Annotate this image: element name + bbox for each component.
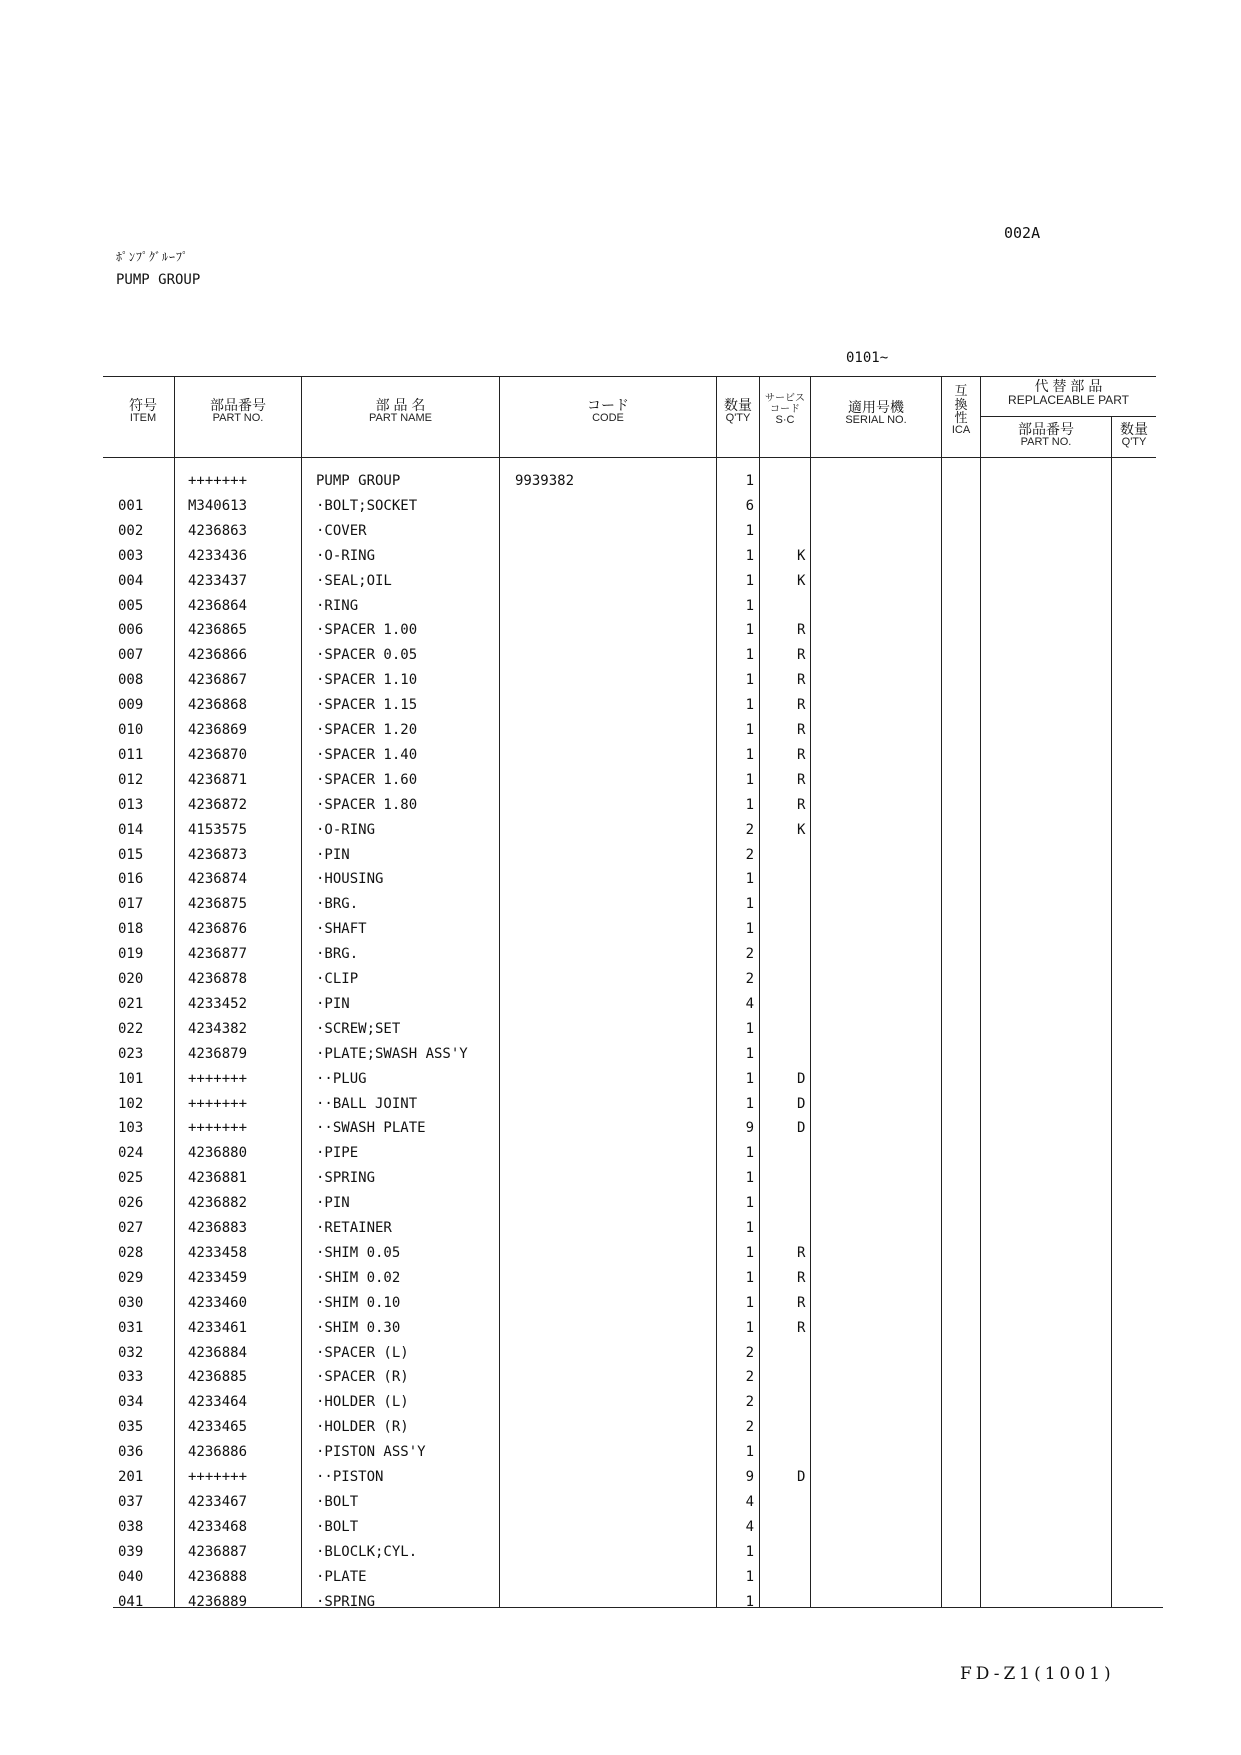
header-item: [112, 398, 174, 424]
table-row: [0, 1170, 1241, 1195]
item-number: 003: [118, 547, 144, 564]
quantity: 2: [745, 1419, 754, 1436]
quantity: 2: [745, 846, 754, 863]
table-row: [0, 772, 1241, 797]
quantity: 6: [745, 497, 754, 514]
table-row: [0, 1145, 1241, 1170]
item-number: 015: [118, 846, 144, 863]
table-row: [0, 598, 1241, 623]
header-repl-jp: 代 替 部 品: [1034, 378, 1103, 394]
table-row: [0, 1046, 1241, 1071]
item-number: 030: [118, 1294, 144, 1311]
item-number: 101: [118, 1070, 144, 1087]
header-item-en: ITEM: [129, 411, 157, 424]
quantity: 1: [745, 597, 754, 614]
service-code: R: [797, 622, 806, 639]
part-name: ·BOLT: [316, 1493, 359, 1510]
item-number: 026: [118, 1195, 144, 1212]
part-number: 4233452: [188, 995, 248, 1012]
service-code: R: [797, 1269, 806, 1286]
quantity: 2: [745, 1369, 754, 1386]
part-number: 4236875: [188, 896, 248, 913]
item-number: 002: [118, 522, 144, 539]
header-item-jp: 符号: [129, 397, 157, 413]
part-number: 4236869: [188, 722, 248, 738]
quantity: 1: [745, 1220, 754, 1236]
table-row: [0, 1569, 1241, 1594]
header-serial-en: SERIAL NO.: [845, 413, 907, 426]
quantity: 1: [745, 697, 754, 714]
part-number: +++++++: [188, 1469, 248, 1485]
item-number: 014: [118, 821, 144, 838]
header-sc-jp2: コード: [770, 403, 800, 415]
part-name: ··BALL JOINT: [316, 1095, 418, 1112]
item-number: 038: [118, 1518, 144, 1535]
quantity: 1: [745, 1269, 754, 1286]
part-name: ·O-RING: [316, 821, 376, 838]
item-number: 033: [118, 1369, 144, 1386]
part-number: 4236888: [188, 1568, 248, 1585]
table-row: [0, 1345, 1241, 1370]
service-code: R: [797, 746, 806, 763]
part-number: 4236881: [188, 1170, 248, 1187]
service-code: R: [797, 697, 806, 714]
part-name: ·PLATE: [316, 1568, 367, 1585]
service-code: R: [797, 771, 806, 788]
quantity: 1: [745, 1244, 754, 1261]
quantity: 1: [745, 722, 754, 738]
quantity: 2: [745, 946, 754, 963]
table-row: [0, 672, 1241, 697]
table-row: [0, 622, 1241, 647]
service-code: K: [797, 572, 806, 589]
item-number: 005: [118, 597, 144, 614]
table-row: [0, 1544, 1241, 1569]
table-row: [0, 1245, 1241, 1270]
header-code-en: CODE: [592, 411, 624, 424]
table-row: [0, 1444, 1241, 1469]
part-number: 4236876: [188, 921, 248, 938]
item-number: 025: [118, 1170, 144, 1187]
header-sc-en: S·C: [775, 414, 795, 426]
part-number: 4233436: [188, 547, 248, 564]
part-name: ·BRG.: [316, 946, 359, 963]
quantity: 1: [745, 871, 754, 888]
quantity: 2: [745, 1344, 754, 1361]
header-code-jp: コード: [587, 397, 629, 413]
item-number: 019: [118, 946, 144, 963]
table-row: [0, 946, 1241, 971]
service-code: K: [797, 547, 806, 564]
header-replaceable-part: [981, 379, 1156, 406]
item-number: 040: [118, 1568, 144, 1585]
part-name: ·SHIM 0.02: [316, 1269, 401, 1286]
quantity: 9: [745, 1469, 754, 1485]
item-number: 016: [118, 871, 144, 888]
part-number: 4236872: [188, 796, 248, 813]
part-name: ·SHIM 0.10: [316, 1294, 401, 1311]
part-name: ·SPACER 1.15: [316, 697, 418, 714]
service-code: R: [797, 796, 806, 813]
quantity: 1: [745, 647, 754, 664]
quantity: 1: [745, 672, 754, 689]
header-qty-jp: 数量: [724, 397, 752, 413]
service-code: R: [797, 722, 806, 738]
item-number: 041: [118, 1593, 144, 1610]
table-row: [0, 1220, 1241, 1245]
header-part-jp: 部品番号: [210, 397, 266, 413]
table-row: [0, 1320, 1241, 1345]
service-code: R: [797, 1294, 806, 1311]
item-number: 032: [118, 1344, 144, 1361]
item-number: 039: [118, 1543, 144, 1560]
table-row: [0, 996, 1241, 1021]
service-code: D: [797, 1070, 806, 1087]
part-name: ·PLATE;SWASH ASS'Y: [316, 1045, 468, 1062]
part-name: ·SPACER 1.60: [316, 771, 418, 788]
item-number: 102: [118, 1095, 144, 1112]
item-number: 027: [118, 1220, 144, 1236]
part-name: ·BOLT;SOCKET: [316, 497, 418, 514]
header-qty: [717, 398, 759, 424]
service-code: R: [797, 1244, 806, 1261]
quantity: 1: [745, 1045, 754, 1062]
table-row: [0, 797, 1241, 822]
item-number: 020: [118, 971, 144, 987]
part-name: ·SHIM 0.30: [316, 1319, 401, 1336]
table-row: [0, 1469, 1241, 1494]
part-name: ·SPRING: [316, 1170, 376, 1187]
table-row: [0, 1295, 1241, 1320]
table-row: [0, 1021, 1241, 1046]
table-row: [0, 498, 1241, 523]
part-number: 4233468: [188, 1518, 248, 1535]
service-code: D: [797, 1469, 806, 1485]
part-name: ·PIN: [316, 995, 350, 1012]
part-number: 4153575: [188, 821, 248, 838]
header-name-en: PART NAME: [369, 411, 432, 424]
quantity: 1: [745, 1294, 754, 1311]
quantity: 1: [745, 1095, 754, 1112]
part-number: 4233459: [188, 1269, 248, 1286]
item-number: 007: [118, 647, 144, 664]
replaceable-sub-rule: [980, 416, 1156, 417]
item-number: 017: [118, 896, 144, 913]
table-row: [0, 548, 1241, 573]
quantity: 1: [745, 522, 754, 539]
quantity: 1: [745, 921, 754, 938]
part-name: ·BLOCLK;CYL.: [316, 1543, 418, 1560]
quantity: 2: [745, 1394, 754, 1411]
table-row: [0, 1394, 1241, 1419]
part-number: 4236879: [188, 1045, 248, 1062]
part-number: 4236887: [188, 1543, 248, 1560]
part-number: 4236883: [188, 1220, 248, 1236]
table-row: [0, 1494, 1241, 1519]
page-footer: FD-Z1(1001): [960, 1664, 1115, 1684]
item-number: 034: [118, 1394, 144, 1411]
table-row: [0, 1071, 1241, 1096]
part-number: +++++++: [188, 1070, 248, 1087]
part-name: ·COVER: [316, 522, 367, 539]
part-name: ·SPACER 1.20: [316, 722, 418, 738]
item-number: 012: [118, 771, 144, 788]
item-number: 009: [118, 697, 144, 714]
quantity: 9: [745, 1120, 754, 1137]
quantity: 1: [745, 1593, 754, 1610]
part-number: 4236882: [188, 1195, 248, 1212]
part-number: 4236868: [188, 697, 248, 714]
quantity: 1: [745, 547, 754, 564]
header-repl-part-no: [981, 422, 1111, 448]
part-number: 4236884: [188, 1344, 248, 1361]
quantity: 1: [745, 746, 754, 763]
part-name: ·SPACER (R): [316, 1369, 409, 1386]
part-number: 4236866: [188, 647, 248, 664]
service-code: D: [797, 1120, 806, 1137]
header-ica-en: ICA: [951, 423, 971, 436]
part-number: 4233458: [188, 1244, 248, 1261]
header-repl-qty-jp: 数量: [1120, 421, 1148, 437]
part-number: +++++++: [188, 1095, 248, 1112]
part-name: ··PLUG: [316, 1070, 367, 1087]
quantity: 2: [745, 971, 754, 987]
quantity: 1: [745, 1070, 754, 1087]
table-row: [0, 647, 1241, 672]
item-number: 001: [118, 497, 144, 514]
item-number: 013: [118, 796, 144, 813]
part-number: 4236871: [188, 771, 248, 788]
service-code: R: [797, 647, 806, 664]
part-number: 4236870: [188, 746, 248, 763]
item-number: 035: [118, 1419, 144, 1436]
part-name: ·BRG.: [316, 896, 359, 913]
service-code: R: [797, 672, 806, 689]
table-row: [0, 573, 1241, 598]
part-name: ·PIN: [316, 846, 350, 863]
page-reference: 002A: [1004, 224, 1041, 242]
item-number: 037: [118, 1493, 144, 1510]
header-repl-en: REPLACEABLE PART: [1008, 392, 1129, 407]
header-repl-qty: [1112, 422, 1156, 448]
item-number: 021: [118, 995, 144, 1012]
quantity: 1: [745, 1020, 754, 1037]
part-number: 4236867: [188, 672, 248, 689]
table-row: [0, 1594, 1241, 1619]
part-name: ·SPACER 1.00: [316, 622, 418, 639]
part-name: ·PIPE: [316, 1145, 359, 1162]
table-row: [0, 921, 1241, 946]
quantity: 1: [745, 473, 754, 489]
item-number: 024: [118, 1145, 144, 1162]
part-number: 4236877: [188, 946, 248, 963]
part-name: ·SHIM 0.05: [316, 1244, 401, 1261]
part-name: ··SWASH PLATE: [316, 1120, 426, 1137]
item-number: 008: [118, 672, 144, 689]
item-number: 018: [118, 921, 144, 938]
header-bottom-rule: [103, 457, 1156, 458]
item-number: 006: [118, 622, 144, 639]
header-repl-part-en: PART NO.: [1020, 435, 1072, 448]
header-repl-part-jp: 部品番号: [1018, 421, 1074, 437]
quantity: 4: [745, 1518, 754, 1535]
service-code: D: [797, 1095, 806, 1112]
header-service-code: [760, 394, 810, 427]
header-code: [500, 398, 716, 424]
header-qty-en: Q'TY: [725, 411, 751, 424]
part-number: 4233461: [188, 1319, 248, 1336]
part-number: 4233465: [188, 1419, 248, 1436]
part-number: 4236886: [188, 1444, 248, 1461]
part-name: ·SPACER 0.05: [316, 647, 418, 664]
page-title: PUMP GROUP: [116, 272, 201, 288]
table-row: [0, 1519, 1241, 1544]
part-name: ·SEAL;OIL: [316, 572, 392, 589]
table-row: [0, 1120, 1241, 1145]
quantity: 2: [745, 821, 754, 838]
table-row: [0, 722, 1241, 747]
page-title-japanese: ﾎﾟﾝﾌﾟｸﾞﾙｰﾌﾟ: [116, 250, 190, 264]
part-name: ·O-RING: [316, 547, 376, 564]
quantity: 1: [745, 896, 754, 913]
table-row: [0, 822, 1241, 847]
item-number: 103: [118, 1120, 144, 1137]
service-code: K: [797, 821, 806, 838]
part-name: ·RING: [316, 597, 359, 614]
table-row: [0, 473, 1241, 498]
part-name: ·SPACER (L): [316, 1344, 409, 1361]
item-number: 028: [118, 1244, 144, 1261]
part-name: ··PISTON: [316, 1469, 384, 1485]
table-top-rule: [103, 376, 1156, 377]
part-name: ·SCREW;SET: [316, 1020, 401, 1037]
part-name: ·SPACER 1.40: [316, 746, 418, 763]
quantity: 1: [745, 1543, 754, 1560]
table-row: [0, 1195, 1241, 1220]
header-ica: [946, 384, 976, 436]
header-sc-jp1: サービス: [765, 393, 805, 404]
item-number: 022: [118, 1020, 144, 1037]
part-name: ·BOLT: [316, 1518, 359, 1535]
item-number: 201: [118, 1469, 144, 1485]
part-number: 4236865: [188, 622, 248, 639]
code: 9939382: [515, 473, 575, 489]
item-number: 010: [118, 722, 144, 738]
table-row: [0, 1270, 1241, 1295]
table-row: [0, 971, 1241, 996]
header-serial-jp: 適用号機: [848, 399, 904, 415]
header-part-name: [302, 398, 499, 424]
part-number: 4236885: [188, 1369, 248, 1386]
part-number: +++++++: [188, 1120, 248, 1137]
part-number: 4233437: [188, 572, 248, 589]
header-part-en: PART NO.: [212, 411, 264, 424]
quantity: 1: [745, 771, 754, 788]
part-name: ·RETAINER: [316, 1220, 392, 1236]
part-name: ·PIN: [316, 1195, 350, 1212]
part-number: +++++++: [188, 473, 248, 489]
header-serial-no: [811, 400, 941, 426]
quantity: 1: [745, 796, 754, 813]
quantity: 1: [745, 1568, 754, 1585]
part-number: 4233464: [188, 1394, 248, 1411]
quantity: 1: [745, 1319, 754, 1336]
part-name: ·HOLDER (L): [316, 1394, 409, 1411]
quantity: 1: [745, 1444, 754, 1461]
item-number: 004: [118, 572, 144, 589]
part-number: 4236878: [188, 971, 248, 987]
quantity: 1: [745, 572, 754, 589]
part-number: 4236880: [188, 1145, 248, 1162]
part-number: 4233467: [188, 1493, 248, 1510]
item-number: 023: [118, 1045, 144, 1062]
table-row: [0, 523, 1241, 548]
quantity: 1: [745, 1145, 754, 1162]
part-name: ·SPRING: [316, 1593, 376, 1610]
part-name: ·HOUSING: [316, 871, 384, 888]
serial-range: 0101~: [846, 350, 889, 366]
part-name: ·SPACER 1.80: [316, 796, 418, 813]
part-name: ·HOLDER (R): [316, 1419, 409, 1436]
header-part-no: [175, 398, 301, 424]
part-number: 4236873: [188, 846, 248, 863]
table-row: [0, 1096, 1241, 1121]
item-number: 029: [118, 1269, 144, 1286]
quantity: 4: [745, 995, 754, 1012]
table-row: [0, 896, 1241, 921]
item-number: 031: [118, 1319, 144, 1336]
table-row: [0, 747, 1241, 772]
quantity: 1: [745, 622, 754, 639]
table-row: [0, 871, 1241, 896]
part-name: ·SPACER 1.10: [316, 672, 418, 689]
part-name: ·PISTON ASS'Y: [316, 1444, 426, 1461]
quantity: 4: [745, 1493, 754, 1510]
item-number: 036: [118, 1444, 144, 1461]
table-row: [0, 847, 1241, 872]
part-number: M340613: [188, 497, 248, 514]
part-name: ·SHAFT: [316, 921, 367, 938]
quantity: 1: [745, 1195, 754, 1212]
item-number: 011: [118, 746, 144, 763]
part-number: 4233460: [188, 1294, 248, 1311]
header-name-jp: 部 品 名: [375, 397, 426, 413]
part-number: 4234382: [188, 1020, 248, 1037]
quantity: 1: [745, 1170, 754, 1187]
header-repl-qty-en: Q'TY: [1121, 435, 1147, 448]
table-row: [0, 1369, 1241, 1394]
part-number: 4236864: [188, 597, 248, 614]
table-row: [0, 697, 1241, 722]
header-ica-jp: 互換性: [954, 383, 968, 426]
part-number: 4236863: [188, 522, 248, 539]
table-row: [0, 1419, 1241, 1444]
part-name: ·CLIP: [316, 971, 359, 987]
service-code: R: [797, 1319, 806, 1336]
part-number: 4236889: [188, 1593, 248, 1610]
part-number: 4236874: [188, 871, 248, 888]
part-name: PUMP GROUP: [316, 473, 401, 489]
